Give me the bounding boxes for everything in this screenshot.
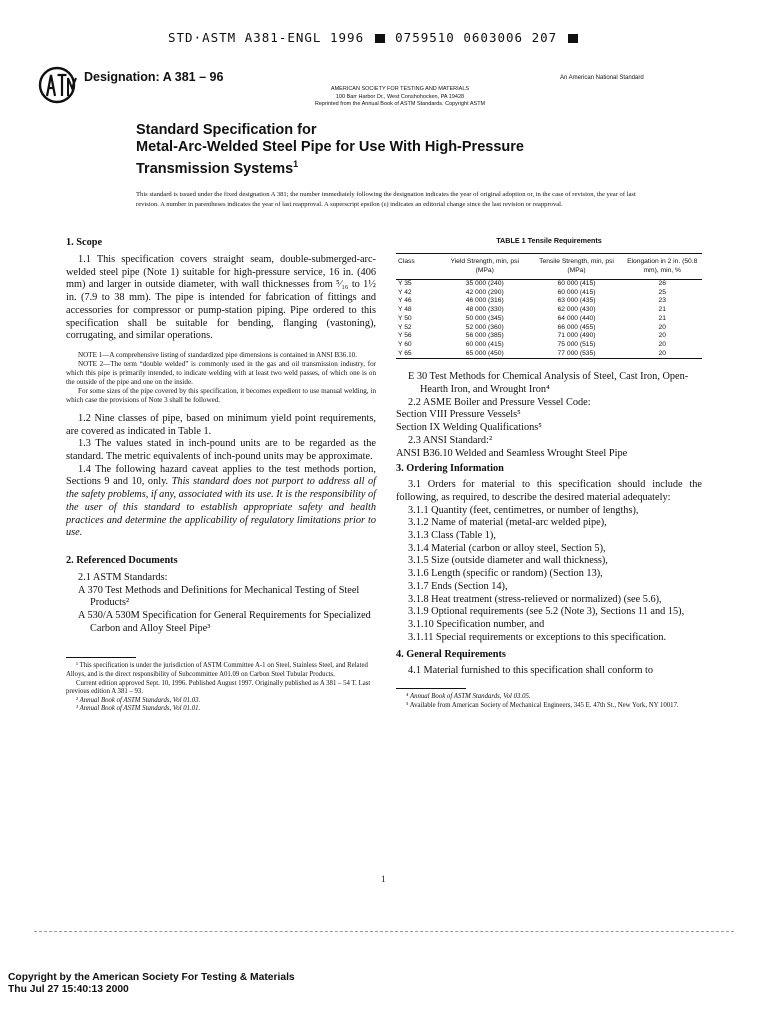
table-cell: Y 46	[398, 297, 412, 305]
table-cell: 25	[658, 288, 666, 296]
tensile-table-block	[396, 236, 702, 359]
paragraph-3-1: 3.1 Orders for material to this specification should include the following, as required, to describe the desired material adequately:	[396, 479, 702, 503]
title-line-1: Standard Specification for	[136, 122, 317, 138]
table-cell: 23	[658, 297, 666, 305]
column-header-class: Class	[398, 258, 415, 265]
ordering-item: 3.1.6 Length (specific or random) (Section 13),	[408, 568, 603, 580]
paragraph-2-1: 2.1 ASTM Standards:	[78, 571, 168, 583]
note-2: NOTE 2—The term “double welded” is commonly used in the gas and oil transmission industry, for which this pipe is primarily intended, to indicate welding with at least two weld passes, of which one is on the outside of the pipe and one on the inside.	[66, 359, 376, 386]
note-2-continued: For some sizes of the pipe covered by this specification, it becomes expedient to use manual welding, in which case the provisions of Note 3 shall be followed.	[66, 386, 376, 404]
right-footnotes	[396, 688, 702, 710]
table-row	[396, 306, 702, 315]
ordering-item: 3.1.4 Material (carbon or alloy steel, Section 5),	[408, 542, 606, 554]
table-header-row	[396, 254, 702, 280]
society-reprint: Reprinted from the Annual Book of ASTM Standards. Copyright ASTM	[314, 101, 486, 107]
table-cell: 21	[658, 314, 666, 322]
paragraph-1-2: 1.2 Nine classes of pipe, based on minimum yield point requirements, are covered as indicated in Table 1.	[66, 412, 376, 437]
table-cell: 64 000 (440)	[557, 314, 596, 322]
table-row	[396, 289, 702, 298]
footnote-5: ⁵ Available from American Society of Mechanical Engineers, 345 E. 47th St., New York, NY 10017.	[406, 701, 679, 709]
safety-caveat: This standard does not purport to address all of the safety problems, if any, associated with its use. It is the responsibility of the user of this standard to establish appropriate safety and health practices and determine the applicability of regulatory limitations prior to use.	[66, 476, 376, 539]
page-number: 1	[381, 874, 386, 884]
table-cell: Y 42	[398, 288, 412, 296]
footnote-1: ¹ This specification is under the jurisdiction of ASTM Committee A-1 on Steel, Stainless Steel, and Related Alloys, and is the direct responsibility of Subcommittee A01.09 on Carbon Steel Tubular Products.	[66, 662, 368, 679]
stamp-bar-2	[568, 34, 578, 43]
title-line-3	[136, 156, 656, 178]
reference-section-8: Section VIII Pressure Vessels⁵	[396, 409, 521, 421]
table-cell: Y 35	[398, 280, 412, 287]
scope-heading: 1. Scope	[66, 237, 103, 248]
reference-a530: A 530/A 530M Specification for General Requirements for Specialized Carbon and Alloy Steel Pipe³	[78, 610, 371, 634]
column-header-elongation: Elongation in 2 in. (50.8 mm), min, %	[627, 258, 698, 274]
paragraph-1-1: 1.1 This specification covers straight seam, double-submerged-arc-welded steel pipe (Note 1) suitable for high-pressure service, 16 in. (406 mm) and larger in outside diameter, with wall thicknesses from ⁵⁄₁₆ to 1½ in. (7.9 to 38 mm). The pipe is intended for fabrication of fittings and accessories for compressor or pump-station piping. Pipe ordered to this specification shall be suitable for bending, flanging (vastoning), corrugating, and similar operations.	[66, 254, 376, 342]
table-cell: 66 000 (455)	[557, 323, 596, 331]
table-row	[396, 280, 702, 289]
table-row	[396, 350, 702, 359]
title-footnote-mark: 1	[293, 159, 299, 169]
copyright-timestamp: Thu Jul 27 15:40:13 2000	[8, 984, 129, 995]
table-row	[396, 341, 702, 350]
copyright-line-1: Copyright by the American Society For Testing & Materials	[8, 972, 295, 983]
paragraph-4-1: 4.1 Material furnished to this specification shall conform to	[408, 665, 654, 677]
left-footnotes	[66, 657, 376, 714]
paragraph-2-2: 2.2 ASME Boiler and Pressure Vessel Code:	[408, 396, 591, 408]
table-cell: 48 000 (330)	[465, 306, 504, 314]
title-line-2: Metal-Arc-Welded Steel Pipe for Use With High-Pressure	[136, 139, 524, 155]
table-cell: Y 65	[398, 349, 412, 357]
table-cell: Y 52	[398, 323, 412, 331]
general-requirements-heading: 4. General Requirements	[396, 649, 506, 661]
table-cell: 46 000 (316)	[465, 297, 504, 305]
table-cell: 56 000 (385)	[465, 332, 504, 340]
ordering-information-heading: 3. Ordering Information	[396, 463, 504, 475]
table-cell: 35 000 (240)	[465, 280, 504, 287]
stamp-bar-1	[375, 34, 385, 43]
table-cell: Y 56	[398, 332, 412, 340]
paragraph-1-3: 1.3 The values stated in inch-pound units are to be regarded as the standard. The metric equivalents of inch-pound units may be approximate.	[66, 438, 376, 463]
right-text	[396, 371, 702, 710]
ordering-item: 3.1.5 Size (outside diameter and wall thickness),	[408, 555, 608, 567]
column-header-tensile: Tensile Strength, min, psi (MPa)	[539, 258, 614, 274]
table-cell: Y 60	[398, 340, 412, 348]
ordering-item: 3.1.9 Optional requirements (see 5.2 (Note 3), Sections 11 and 15),	[408, 606, 685, 618]
ordering-item: 3.1.1 Quantity (feet, centimetres, or number of lengths),	[408, 504, 639, 516]
table-cell: 77 000 (535)	[557, 349, 596, 357]
reference-e30: E 30 Test Methods for Chemical Analysis of Steel, Cast Iron, Open-Hearth Iron, and Wrought Iron⁴	[408, 371, 689, 396]
paragraph-1-4-text: 1.4 The following hazard caveat applies to the test methods portion, Sections 9 and 10, only.	[66, 463, 376, 488]
footnote-3: ³ Annual Book of ASTM Standards, Vol 01.01.	[76, 705, 201, 713]
referenced-documents-heading: 2. Referenced Documents	[66, 554, 178, 566]
ordering-item: 3.1.7 Ends (Section 14),	[408, 580, 508, 592]
table-title: TABLE 1 Tensile Requirements	[496, 236, 602, 245]
left-column	[66, 236, 376, 714]
table-cell: 60 000 (415)	[465, 340, 504, 348]
ordering-item: 3.1.11 Special requirements or exceptions to this specification.	[408, 631, 667, 643]
society-street: 100 Barr Harbor Dr., West Conshohocken, PA 19428	[335, 93, 465, 100]
table-cell: 65 000 (450)	[465, 349, 504, 357]
footnote-1-edition: Current edition approved Sept. 10, 1996. Published August 1997. Originally published as A 381 – 54 T. Last previous edition A 381 – 93.	[66, 679, 371, 696]
stamp-mid-text: 0759510 0603006 207	[395, 30, 558, 45]
reference-section-9: Section IX Welding Qualifications⁵	[396, 422, 542, 434]
table-row	[396, 324, 702, 333]
table-cell: 20	[658, 340, 666, 348]
table-cell: 63 000 (435)	[557, 297, 596, 305]
table-cell: 20	[658, 332, 666, 340]
preamble: This standard is issued under the fixed designation A 381; the number immediately following the designation indicates the year of original adoption or, in the case of revision, the year of last revision. A number in parentheses indicates the year of last reapproval. A superscript epsilon (ε) indicates an editorial change since the last revision or reapproval.	[136, 191, 636, 209]
ordering-item: 3.1.2 Name of material (metal-arc welded pipe),	[408, 517, 607, 529]
table-cell: 42 000 (290)	[465, 288, 504, 296]
table-cell: 21	[658, 306, 666, 314]
note-1: NOTE 1—A comprehensive listing of standardized pipe dimensions is contained in ANSI B36.10.	[78, 350, 357, 359]
stamp-left-text: STD·ASTM A381-ENGL 1996	[168, 30, 365, 45]
table-cell: 71 000 (490)	[557, 332, 596, 340]
astm-logo-icon	[38, 66, 78, 104]
reference-a370: A 370 Test Methods and Definitions for Mechanical Testing of Steel Products²	[78, 584, 360, 609]
column-header-yield: Yield Strength, min, psi (MPa)	[450, 258, 519, 274]
table-cell: 75 000 (515)	[557, 340, 596, 348]
ordering-item: 3.1.3 Class (Table 1),	[408, 530, 496, 542]
table-cell: Y 48	[398, 306, 412, 314]
table-cell: 60 000 (415)	[557, 280, 596, 287]
ordering-item: 3.1.10 Specification number, and	[408, 618, 545, 630]
reference-ansi: ANSI B36.10 Welded and Seamless Wrought Steel Pipe	[396, 447, 628, 459]
table-cell: 52 000 (360)	[465, 323, 504, 331]
table-cell: 62 000 (430)	[557, 306, 596, 314]
title-line-3-text: Transmission Systems	[136, 160, 294, 177]
tensile-requirements-table	[396, 253, 702, 359]
footnote-rule	[66, 657, 136, 658]
designation: Designation: A 381 – 96	[84, 70, 224, 84]
copyright-notice	[8, 972, 295, 996]
footnote-2: ² Annual Book of ASTM Standards, Vol 01.03.	[76, 696, 201, 704]
footnote-rule	[396, 688, 466, 689]
paragraph-1-4	[66, 464, 376, 540]
right-column	[396, 236, 702, 710]
footnote-4: ⁴ Annual Book of ASTM Standards, Vol 03.05.	[406, 693, 531, 701]
table-cell: 50 000 (345)	[465, 314, 504, 322]
ordering-item: 3.1.8 Heat treatment (stress-relieved or normalized) (see 5.6),	[408, 593, 662, 605]
page-divider	[34, 931, 734, 932]
table-cell: 20	[658, 323, 666, 331]
table-row	[396, 332, 702, 341]
table-cell: 20	[658, 349, 666, 357]
table-row	[396, 315, 702, 324]
paragraph-2-3: 2.3 ANSI Standard:²	[408, 434, 493, 446]
society-name: AMERICAN SOCIETY FOR TESTING AND MATERIALS	[330, 86, 470, 92]
table-cell: 60 000 (415)	[557, 288, 596, 296]
table-row	[396, 297, 702, 306]
society-address	[300, 86, 500, 109]
document-stamp	[168, 30, 608, 45]
national-standard-label: An American National Standard	[560, 75, 644, 81]
table-cell: Y 50	[398, 314, 412, 322]
table-cell: 26	[658, 280, 666, 287]
document-title	[136, 122, 656, 178]
